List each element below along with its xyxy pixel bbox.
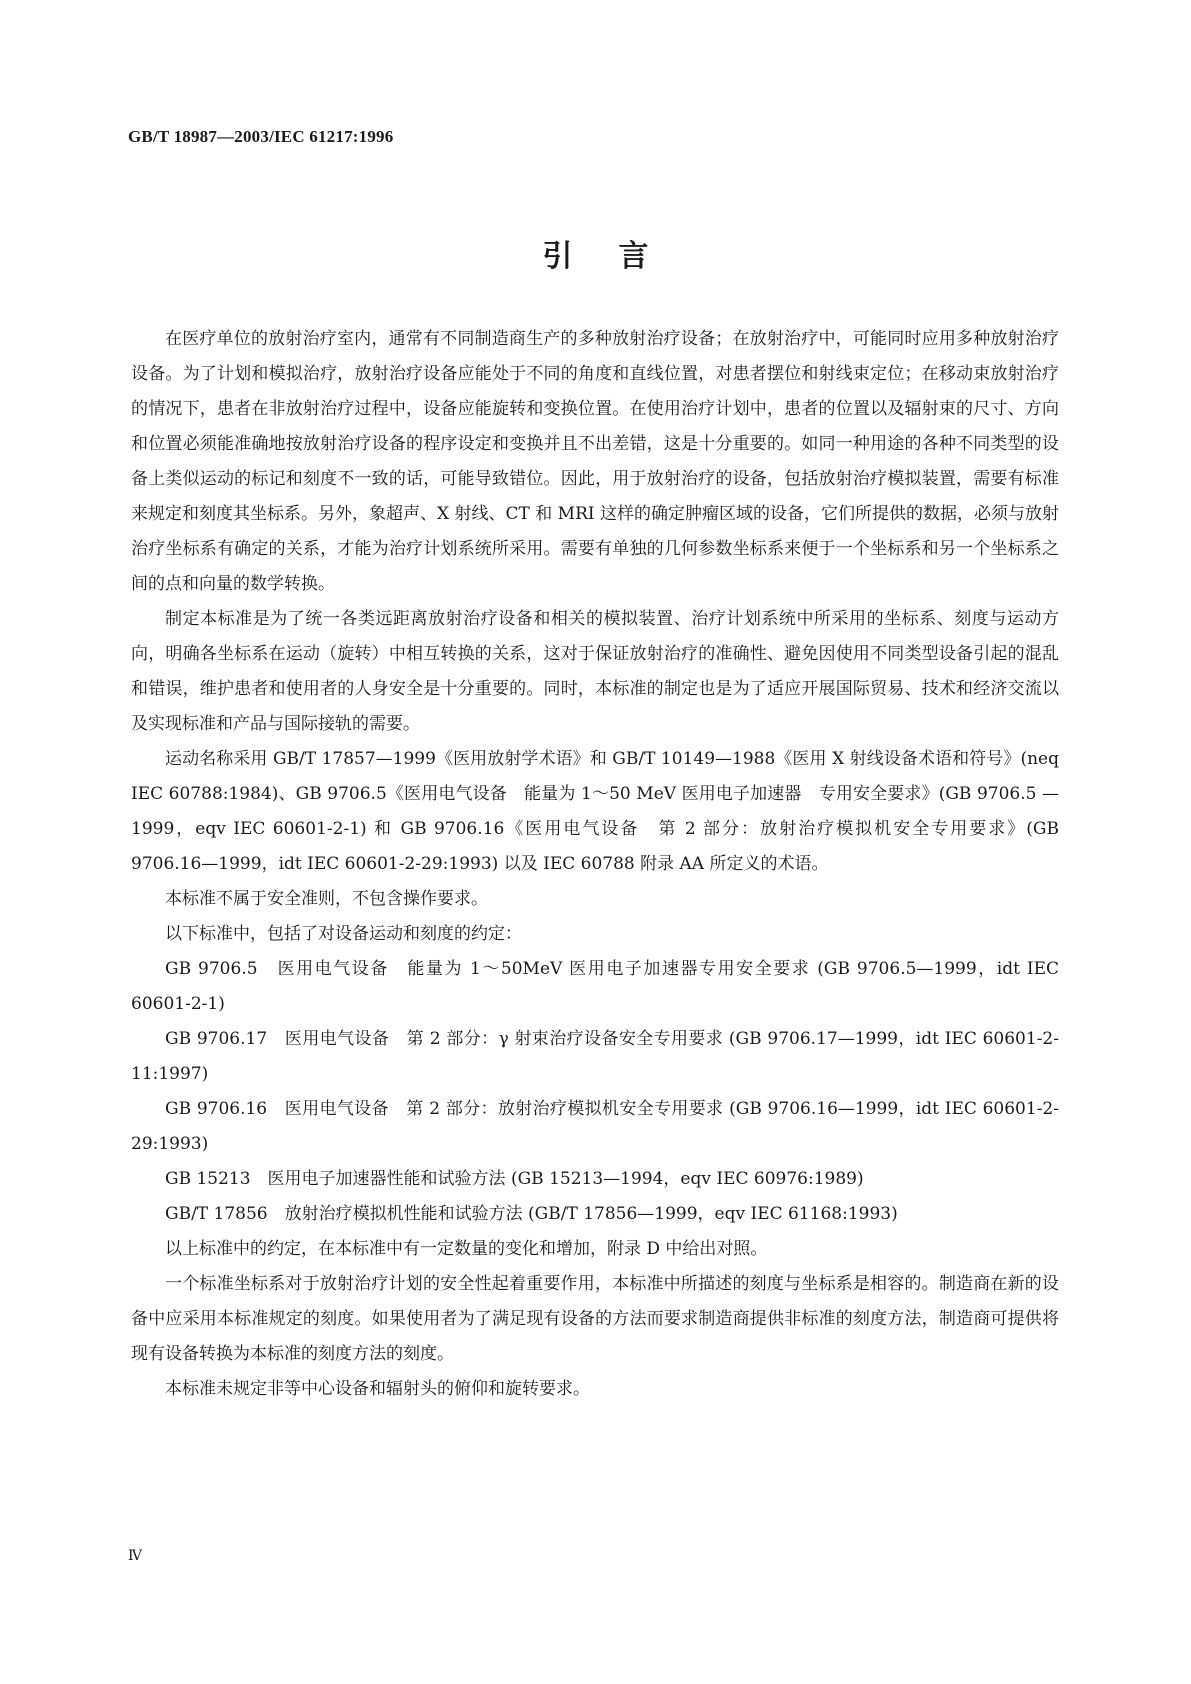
paragraph: 以下标准中，包括了对设备运动和刻度的约定： (165, 924, 522, 944)
standards-list-item: GB 15213 医用电子加速器性能和试验方法 (GB 15213—1994，eqv IEC 60976:1989) (165, 1169, 864, 1189)
paragraph: 制定本标准是为了统一各类远距离放射治疗设备和相关的模拟装置、治疗计划系统中所采用的坐标系、刻度与运动方向，明确各坐标系在运动（旋转）中相互转换的关系，这对于保证放射治疗的准确性、避免因使用不同类型设备引起的混乱和错误，维护患者和使用者的人身安全是十分重要的。同时，本标准的制定也是为了适应开展国际贸易、技术和经济交流以及实现标准和产品与国际接轨的需要。 (131, 609, 1059, 734)
standards-list-item: GB/T 17856 放射治疗模拟机性能和试验方法 (GB/T 17856—1999，eqv IEC 61168:1993) (165, 1204, 898, 1224)
standards-list-item: GB 9706.5 医用电气设备 能量为 1～50MeV 医用电子加速器专用安全要求 (GB 9706.5—1999，idt IEC 60601-2-1) (131, 959, 1059, 1014)
standards-list-item: GB 9706.17 医用电气设备 第 2 部分：γ 射束治疗设备安全专用要求 (GB 9706.17—1999，idt IEC 60601-2-11:1997) (131, 1029, 1059, 1084)
standard-code-header: GB/T 18987—2003/IEC 61217:1996 (128, 127, 394, 146)
paragraph: 以上标准中的约定，在本标准中有一定数量的变化和增加，附录 D 中给出对照。 (165, 1239, 768, 1259)
paragraph: 运动名称采用 GB/T 17857—1999《医用放射学术语》和 GB/T 10149—1988《医用 X 射线设备术语和符号》(neq IEC 60788:1984)、GB 9706.5《医用电气设备 能量为 1～50 MeV 医用电子加速器 专用安全要求》(GB 9706.5 —1999，eqv IEC 60601-2-1) 和 GB 9706.16《医用电气设备 第 2 部分：放射治疗模拟机安全专用要求》(GB 9706.16—1999，idt IEC 60601-2-29:1993) 以及 IEC 60788 附录 AA 所定义的术语。 (131, 749, 1059, 874)
standards-list-item: GB 9706.16 医用电气设备 第 2 部分：放射治疗模拟机安全专用要求 (GB 9706.16—1999，idt IEC 60601-2-29:1993) (131, 1099, 1059, 1154)
paragraph: 一个标准坐标系对于放射治疗计划的安全性起着重要作用，本标准中所描述的刻度与坐标系是相容的。制造商在新的设备中应采用本标准规定的刻度。如果使用者为了满足现有设备的方法而要求制造商提供非标准的刻度方法，制造商可提供将现有设备转换为本标准的刻度方法的刻度。 (131, 1274, 1059, 1364)
paragraph: 本标准不属于安全准则，不包含操作要求。 (165, 889, 488, 909)
document-body (131, 322, 1059, 1407)
page-title: 引言 (542, 239, 695, 274)
paragraph: 本标准未规定非等中心设备和辐射头的俯仰和旋转要求。 (165, 1379, 590, 1399)
page-number: Ⅳ (128, 1549, 142, 1564)
paragraph: 在医疗单位的放射治疗室内，通常有不同制造商生产的多种放射治疗设备；在放射治疗中，可能同时应用多种放射治疗设备。为了计划和模拟治疗，放射治疗设备应能处于不同的角度和直线位置，对患者摆位和射线束定位；在移动束放射治疗的情况下，患者在非放射治疗过程中，设备应能旋转和变换位置。在使用治疗计划中，患者的位置以及辐射束的尺寸、方向和位置必须能准确地按放射治疗设备的程序设定和变换并且不出差错，这是十分重要的。如同一种用途的各种不同类型的设备上类似运动的标记和刻度不一致的话，可能导致错位。因此，用于放射治疗的设备，包括放射治疗模拟装置，需要有标准来规定和刻度其坐标系。另外，象超声、X 射线、CT 和 MRI 这样的确定肿瘤区域的设备，它们所提供的数据，必须与放射治疗坐标系有确定的关系，才能为治疗计划系统所采用。需要有单独的几何参数坐标系来便于一个坐标系和另一个坐标系之间的点和向量的数学转换。 (131, 329, 1059, 594)
